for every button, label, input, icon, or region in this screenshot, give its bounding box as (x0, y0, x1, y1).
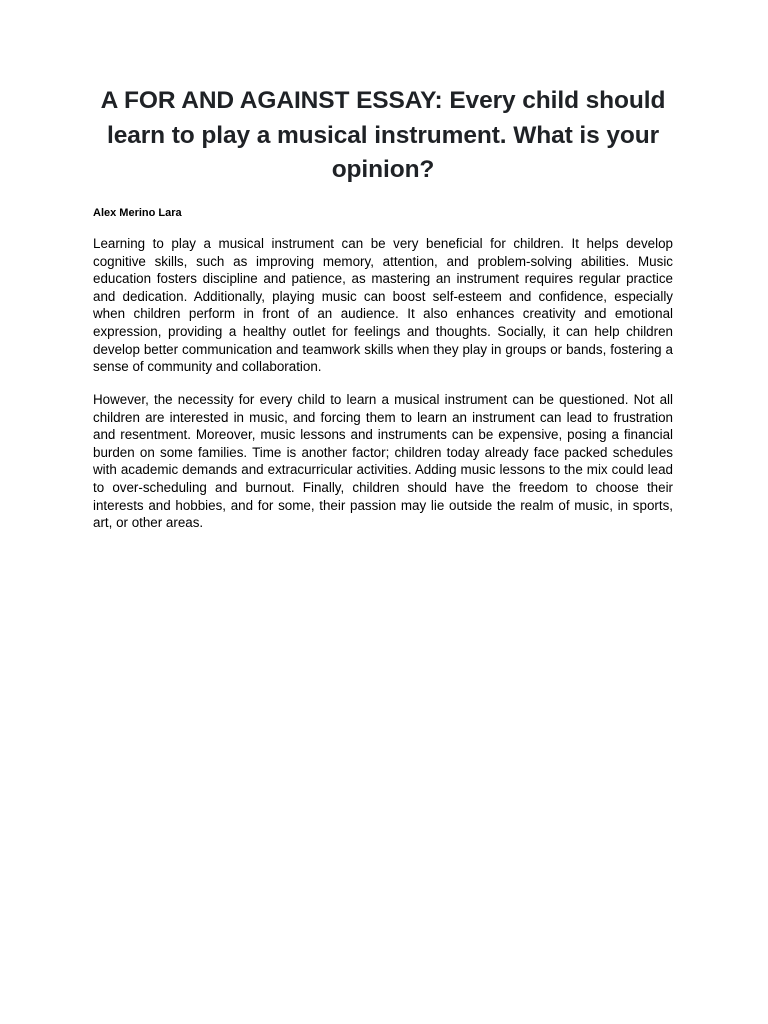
paragraph-for: Learning to play a musical instrument can be very beneficial for children. It helps develop cognitive skills, such as improving memory, attention, and problem-solving abilities. Music education fosters discipline and patience, as mastering an instrument requires regular practice and dedication. Additionally, playing music can boost self-esteem and confidence, especially when children perform in front of an audience. It also enhances creativity and emotional expression, providing a healthy outlet for feelings and thoughts. Socially, it can help children develop better communication and teamwork skills when they play in groups or bands, fostering a sense of community and collaboration. (93, 236, 673, 375)
paragraph-against: However, the necessity for every child to learn a musical instrument can be questioned. Not all children are interested in music, and forcing them to learn an instrument can lead to frustration and resentment. Moreover, music lessons and instruments can be expensive, posing a financial burden on some families. Time is another factor; children today already face packed schedules with academic demands and extracurricular activities. Adding music lessons to the mix could lead to over-scheduling and burnout. Finally, children should have the freedom to choose their interests and hobbies, and for some, their passion may lie outside the realm of music, in sports, art, or other areas. (93, 392, 673, 531)
author-name: Alex Merino Lara (93, 207, 182, 219)
essay-title: A FOR AND AGAINST ESSAY: Every child should learn to play a musical instrument. What is your opinion? (100, 87, 666, 183)
